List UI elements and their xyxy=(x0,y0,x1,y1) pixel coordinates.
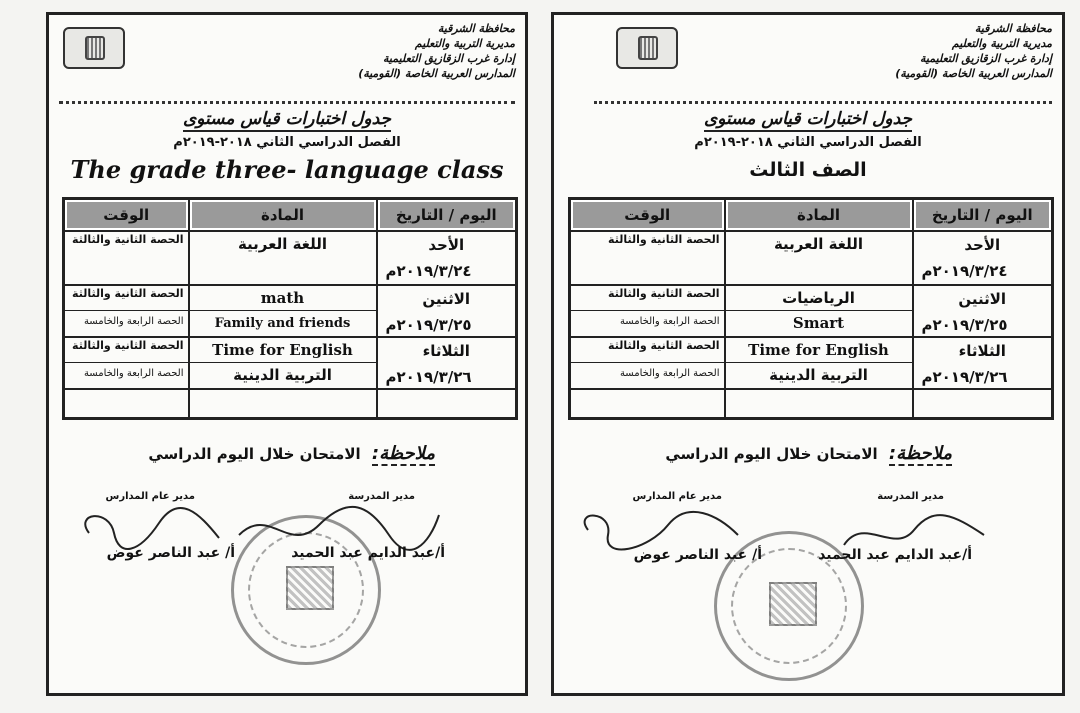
time-cell xyxy=(64,231,189,285)
column-header-subject: المادة xyxy=(725,199,913,231)
day-cell xyxy=(913,337,1053,389)
subject-cell xyxy=(725,337,913,389)
time-cell xyxy=(570,285,725,337)
director-title: مدير عام المدارس xyxy=(105,491,195,502)
table-row-empty xyxy=(570,389,1053,419)
subject-cell xyxy=(189,337,377,389)
table-row xyxy=(64,337,517,389)
table-row xyxy=(570,231,1053,285)
header-governorate: محافظة الشرقية xyxy=(437,22,515,35)
subject-name: math xyxy=(190,286,376,311)
time-cell xyxy=(570,337,725,389)
time-cell xyxy=(570,231,725,285)
column-header-day: اليوم / التاريخ xyxy=(377,199,517,231)
exam-date: ٢٠١٩/٣/٢٥م xyxy=(385,315,472,334)
day-name: الاثنين xyxy=(422,289,471,308)
day-cell xyxy=(377,337,517,389)
table-row-empty xyxy=(64,389,517,419)
director-title: مدير عام المدارس xyxy=(632,491,722,502)
subject-name: اللغة العربية xyxy=(773,234,864,253)
exam-date: ٢٠١٩/٣/٢٦م xyxy=(921,367,1008,386)
note-text: الامتحان خلال اليوم الدراسي xyxy=(148,445,361,463)
subject-name: Time for English xyxy=(190,338,376,363)
header-directorate: مديرية التربية والتعليم xyxy=(414,37,515,50)
day-name: الاثنين xyxy=(958,289,1007,308)
column-header-time: الوقت xyxy=(64,199,189,231)
schedule-sheet-arabic xyxy=(551,12,1065,696)
table-header-row xyxy=(64,199,517,231)
note xyxy=(148,443,435,464)
exam-date: ٢٠١٩/٣/٢٦م xyxy=(385,367,472,386)
table-row xyxy=(64,285,517,337)
subject-cell xyxy=(189,231,377,285)
table-header-row xyxy=(570,199,1053,231)
column-header-subject: المادة xyxy=(189,199,377,231)
exam-table xyxy=(568,197,1054,420)
table-row xyxy=(64,231,517,285)
period-label: الحصة الثانية والثالثة xyxy=(72,232,184,246)
header-schools: المدارس العربية الخاصة (القومية) xyxy=(358,67,515,80)
time-cell xyxy=(64,337,189,389)
subject-name: الرياضيات xyxy=(726,286,912,311)
day-name: الثلاثاء xyxy=(958,341,1006,360)
director-name: أ/ عبد الناصر عوض xyxy=(106,545,235,561)
subject-cell xyxy=(725,285,913,337)
subject-name: التربية الدينية xyxy=(233,365,332,384)
period-label: الحصة الثانية والثالثة xyxy=(608,232,720,246)
principal-title: مدير المدرسة xyxy=(348,491,415,502)
principal-name: أ/عبد الدايم عبد الحميد xyxy=(291,545,445,561)
page-title: جدول اختبارات قياس مستوى xyxy=(554,109,1062,129)
dotted-divider xyxy=(594,101,1052,104)
column-header-day: اليوم / التاريخ xyxy=(913,199,1053,231)
day-name: الأحد xyxy=(964,235,1001,254)
exam-date: ٢٠١٩/٣/٢٤م xyxy=(921,261,1008,280)
column-header-time: الوقت xyxy=(570,199,725,231)
school-logo-icon xyxy=(63,27,125,69)
day-name: الثلاثاء xyxy=(422,341,470,360)
day-cell xyxy=(377,231,517,285)
header-schools: المدارس العربية الخاصة (القومية) xyxy=(895,67,1052,80)
table-row xyxy=(570,337,1053,389)
period-label: الحصة الرابعة والخامسة xyxy=(83,367,184,379)
day-cell xyxy=(913,231,1053,285)
schedule-sheet-language xyxy=(46,12,528,696)
header-governorate: محافظة الشرقية xyxy=(974,22,1052,35)
director-name: أ/ عبد الناصر عوض xyxy=(633,547,762,563)
dotted-divider xyxy=(59,101,515,104)
day-name: الأحد xyxy=(428,235,465,254)
note-label: ملاحظة: xyxy=(371,443,435,464)
term-label: الفصل الدراسي الثاني ٢٠١٨-٢٠١٩م xyxy=(694,135,922,150)
term-label: الفصل الدراسي الثاني ٢٠١٨-٢٠١٩م xyxy=(173,135,401,150)
subject-name: التربية الدينية xyxy=(769,365,868,384)
exam-date: ٢٠١٩/٣/٢٥م xyxy=(921,315,1008,334)
note-label: ملاحظة: xyxy=(888,443,952,464)
principal-title: مدير المدرسة xyxy=(877,491,944,502)
day-cell xyxy=(913,285,1053,337)
class-name: The grade three- language class xyxy=(70,155,504,184)
subject-cell xyxy=(189,285,377,337)
period-label: الحصة الثانية والثالثة xyxy=(571,286,724,311)
period-label: الحصة الرابعة والخامسة xyxy=(83,315,184,327)
subject-cell xyxy=(725,231,913,285)
subject-name: Family and friends xyxy=(214,315,351,331)
period-label: الحصة الثانية والثالثة xyxy=(65,338,188,363)
exam-table xyxy=(62,197,518,420)
page-title: جدول اختبارات قياس مستوى xyxy=(49,109,525,129)
header-administration: إدارة غرب الزقازيق التعليمية xyxy=(383,52,515,65)
header-block xyxy=(895,21,1052,81)
note-text: الامتحان خلال اليوم الدراسي xyxy=(665,445,878,463)
table-row xyxy=(570,285,1053,337)
day-cell xyxy=(377,285,517,337)
subject-name: Time for English xyxy=(726,338,912,363)
header-directorate: مديرية التربية والتعليم xyxy=(951,37,1052,50)
school-logo-icon xyxy=(616,27,678,69)
subject-name: اللغة العربية xyxy=(237,234,328,253)
header-block xyxy=(358,21,515,81)
period-label: الحصة الثانية والثالثة xyxy=(571,338,724,363)
period-label: الحصة الرابعة والخامسة xyxy=(619,315,720,327)
note xyxy=(665,443,952,464)
time-cell xyxy=(64,285,189,337)
period-label: الحصة الرابعة والخامسة xyxy=(619,367,720,379)
header-administration: إدارة غرب الزقازيق التعليمية xyxy=(920,52,1052,65)
subject-name: Smart xyxy=(792,313,845,332)
principal-name: أ/عبد الدايم عبد الحميد xyxy=(818,547,972,563)
exam-date: ٢٠١٩/٣/٢٤م xyxy=(385,261,472,280)
class-name: الصف الثالث xyxy=(749,159,867,181)
period-label: الحصة الثانية والثالثة xyxy=(65,286,188,311)
